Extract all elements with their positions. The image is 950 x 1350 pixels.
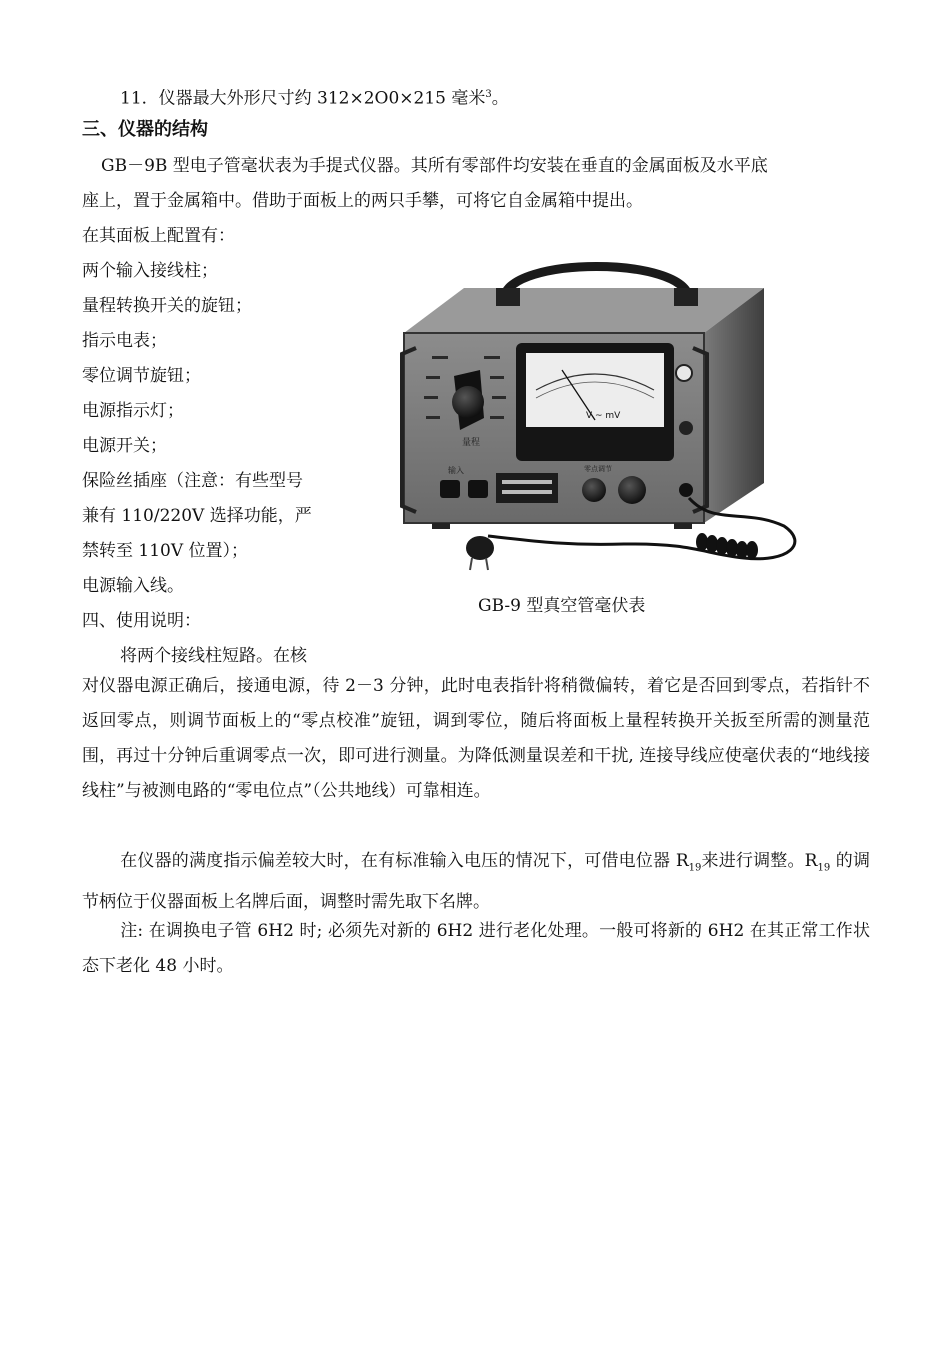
range-knob-label: 量程 [462, 438, 481, 448]
panel-item: 零位调节旋钮； [82, 366, 201, 386]
panel-item: 指示电表； [82, 331, 167, 351]
panel-item: 量程转换开关的旋钮； [82, 296, 252, 316]
usage-para-2-c: 的调节柄位于仪器面板上名牌后面，调整时需先取下名牌。 [82, 851, 870, 913]
superscript-3: 3 [485, 89, 492, 100]
panel-item: 保险丝插座（注意：有些型号 [82, 471, 303, 491]
panel-item: 电源指示灯； [82, 401, 184, 421]
spec-item-suffix: 。 [491, 88, 509, 109]
panel-intro: 在其面板上配置有： [82, 226, 235, 246]
section-4-heading: 四、使用说明： [82, 611, 201, 631]
panel-item: 兼有 110/220V 选择功能，严 [82, 506, 312, 526]
usage-para-2 [82, 844, 870, 920]
subscript-19: 19 [817, 862, 831, 874]
zero-adjust-label: 零点调节 [584, 465, 612, 473]
panel-item: 两个输入接线柱； [82, 261, 218, 281]
panel-item: 电源开关； [82, 436, 167, 456]
usage-para-2-a: 在仪器的满度指示偏差较大时，在有标准输入电压的情况下，可借电位器 R [120, 851, 689, 871]
intro-line-1: GB－9B 型电子管毫状表为手提式仪器。其所有零部件均安装在垂直的金属面板及水平底 [101, 156, 768, 176]
intro-line-2: 座上，置于金属箱中。借助于面板上的两只手攀，可将它自金属箱中提出。 [82, 191, 643, 211]
panel-item: 禁转至 110V 位置）； [82, 541, 249, 561]
section-3-heading: 三、仪器的结构 [82, 119, 208, 140]
figure-caption: GB-9 型真空管毫伏表 [478, 596, 646, 616]
subscript-19: 19 [688, 862, 702, 874]
meter-dial-label: V ~ mV [586, 411, 621, 421]
spec-item-text: 11．仪器最大外形尺寸约 312×2O0×215 毫米 [120, 88, 486, 109]
usage-note-text: 注: 在调换电子管 6H2 时; 必须先对新的 6H2 进行老化处理。一般可将新的 6H2 在其正常工作状态下老化 48 小时。 [82, 921, 870, 976]
panel-item: 电源输入线。 [82, 576, 184, 596]
usage-para-2-b: 来进行调整。R [701, 851, 818, 871]
spec-item-11 [120, 83, 509, 111]
usage-para-1: 对仪器电源正确后，接通电源，待 2－3 分钟，此时电表指针将稍微偏转，着它是否回到零点，若指针不返回零点，则调节面板上的“零点校准”旋钮，调到零位，随后将面板上量程转换开关扳至所需的测量范围，再过十分钟后重调零点一次，即可进行测量。为降低测量误差和干扰, 连接导线应使毫伏表的“地线接线柱”与被测电路的“零电位点”（公共地线）可靠相连。 [82, 676, 870, 801]
usage-para-1-start: 将两个接线柱短路。在核 [120, 646, 307, 666]
usage-note [82, 914, 870, 984]
millivoltmeter-photo [384, 258, 804, 583]
input-label: 输入 [448, 466, 464, 475]
